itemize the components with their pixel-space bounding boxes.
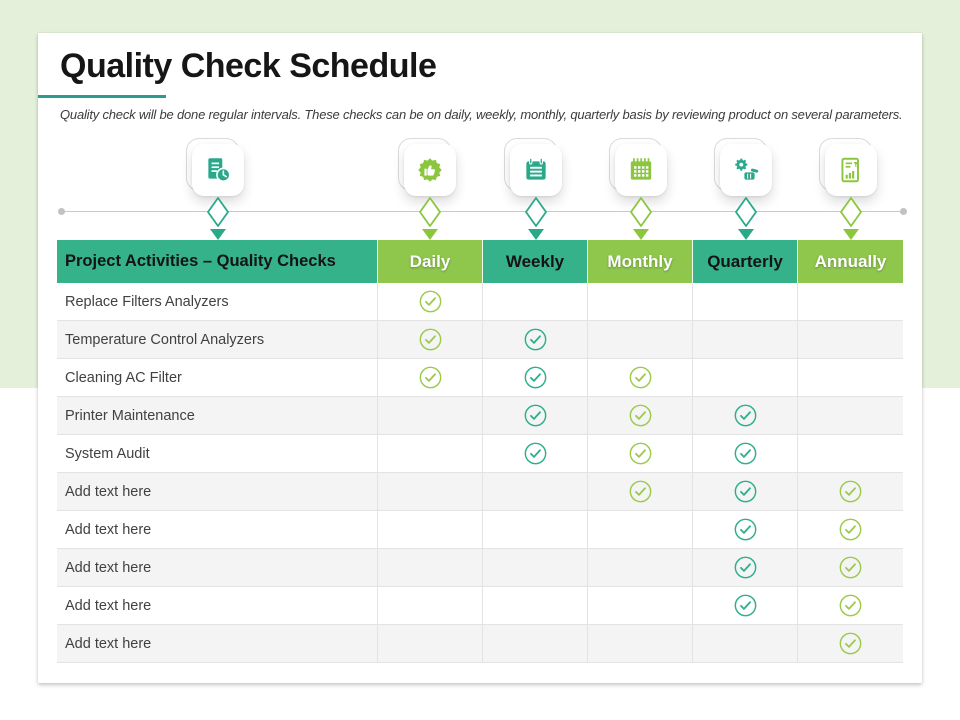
check-icon [629,480,652,503]
check-icon [734,518,757,541]
icon-card [825,144,877,196]
check-icon [839,632,862,655]
check-icon [734,556,757,579]
table-header-row [57,240,903,283]
check-icon [629,442,652,465]
triangle-pointer [210,229,226,240]
activity-cell: Add text here [57,473,378,510]
header-cell-activities: Project Activities – Quality Checks [57,240,378,283]
check-cell [693,587,798,624]
empty-cell [693,359,798,396]
activity-cell: Add text here [57,587,378,624]
check-cell [798,511,903,548]
diamond-marker [840,197,862,227]
check-icon [419,328,442,351]
empty-cell [378,511,483,548]
header-cell-weekly: Weekly [483,240,588,283]
report-clock-icon [192,144,244,196]
timeline-node [615,144,667,196]
header-cell-monthly: Monthly [588,240,693,283]
check-icon [734,442,757,465]
check-icon [734,480,757,503]
diamond-marker [419,197,441,227]
check-cell [483,435,588,472]
check-icon [524,442,547,465]
empty-cell [588,283,693,320]
empty-cell [378,435,483,472]
check-cell [798,549,903,586]
header-cell-quarterly: Quarterly [693,240,798,283]
check-icon [839,480,862,503]
diamond-marker [735,197,757,227]
timeline-node [404,144,456,196]
triangle-pointer [422,229,438,240]
triangle-pointer [738,229,754,240]
check-icon [629,404,652,427]
content-card [38,33,922,683]
quality-check-table [57,240,903,663]
activity-cell: System Audit [57,435,378,472]
diamond-marker [630,197,652,227]
table-row [57,283,903,321]
empty-cell [483,549,588,586]
table-row [57,625,903,663]
empty-cell [693,321,798,358]
activity-cell: Printer Maintenance [57,397,378,434]
empty-cell [378,473,483,510]
check-icon [419,366,442,389]
check-cell [378,283,483,320]
empty-cell [378,397,483,434]
check-cell [693,397,798,434]
empty-cell [483,473,588,510]
empty-cell [693,283,798,320]
activity-cell: Add text here [57,511,378,548]
triangle-pointer [633,229,649,240]
empty-cell [588,587,693,624]
check-icon [524,328,547,351]
empty-cell [798,359,903,396]
triangle-pointer [843,229,859,240]
empty-cell [798,321,903,358]
empty-cell [378,549,483,586]
check-cell [693,435,798,472]
diamond-marker [525,197,547,227]
empty-cell [798,397,903,434]
empty-cell [378,587,483,624]
empty-cell [483,625,588,662]
table-row [57,511,903,549]
activity-cell: Add text here [57,625,378,662]
empty-cell [483,511,588,548]
header-cell-daily: Daily [378,240,483,283]
check-cell [588,359,693,396]
check-cell [483,397,588,434]
subtitle: Quality check will be done regular intervals. These checks can be on daily, weekly, monthly, quarterly basis by reviewing product on several parameters. [60,107,903,122]
calendar-icon [615,144,667,196]
check-icon [524,366,547,389]
diamond-marker [207,197,229,227]
table-row [57,587,903,625]
timeline-node [192,144,244,196]
check-cell [588,397,693,434]
empty-cell [798,435,903,472]
activity-cell: Add text here [57,549,378,586]
triangle-pointer [528,229,544,240]
timeline-node [720,144,772,196]
header-cell-annually: Annually [798,240,903,283]
check-cell [798,625,903,662]
check-cell [693,549,798,586]
check-cell [483,321,588,358]
report-chart-icon [825,144,877,196]
check-icon [629,366,652,389]
icon-card [720,144,772,196]
icon-card [510,144,562,196]
table-row [57,435,903,473]
icon-card [192,144,244,196]
check-icon [839,556,862,579]
empty-cell [483,283,588,320]
empty-cell [588,625,693,662]
check-icon [734,594,757,617]
empty-cell [588,549,693,586]
activity-cell: Temperature Control Analyzers [57,321,378,358]
empty-cell [588,321,693,358]
timeline-node [825,144,877,196]
check-icon [734,404,757,427]
check-cell [693,473,798,510]
table-row [57,321,903,359]
title-underline [38,95,166,98]
table-row [57,549,903,587]
check-icon [839,518,862,541]
timeline-node [510,144,562,196]
empty-cell [378,625,483,662]
check-cell [378,321,483,358]
check-cell [378,359,483,396]
activity-cell: Replace Filters Analyzers [57,283,378,320]
empty-cell [483,587,588,624]
check-icon [839,594,862,617]
page-title: Quality Check Schedule [60,47,437,85]
check-cell [693,511,798,548]
empty-cell [798,283,903,320]
check-cell [798,473,903,510]
activity-cell: Cleaning AC Filter [57,359,378,396]
notepad-icon [510,144,562,196]
empty-cell [693,625,798,662]
table-row [57,359,903,397]
check-cell [483,359,588,396]
check-icon [419,290,442,313]
badge-thumbs-up-icon [404,144,456,196]
check-cell [588,473,693,510]
gear-thumbs-up-icon [720,144,772,196]
empty-cell [588,511,693,548]
table-row [57,397,903,435]
timeline-endpoint-dot [900,208,907,215]
check-icon [524,404,547,427]
check-cell [588,435,693,472]
table-row [57,473,903,511]
timeline-line [62,211,905,212]
timeline-endpoint-dot [58,208,65,215]
icon-card [615,144,667,196]
icon-card [404,144,456,196]
table-body [57,283,903,663]
check-cell [798,587,903,624]
